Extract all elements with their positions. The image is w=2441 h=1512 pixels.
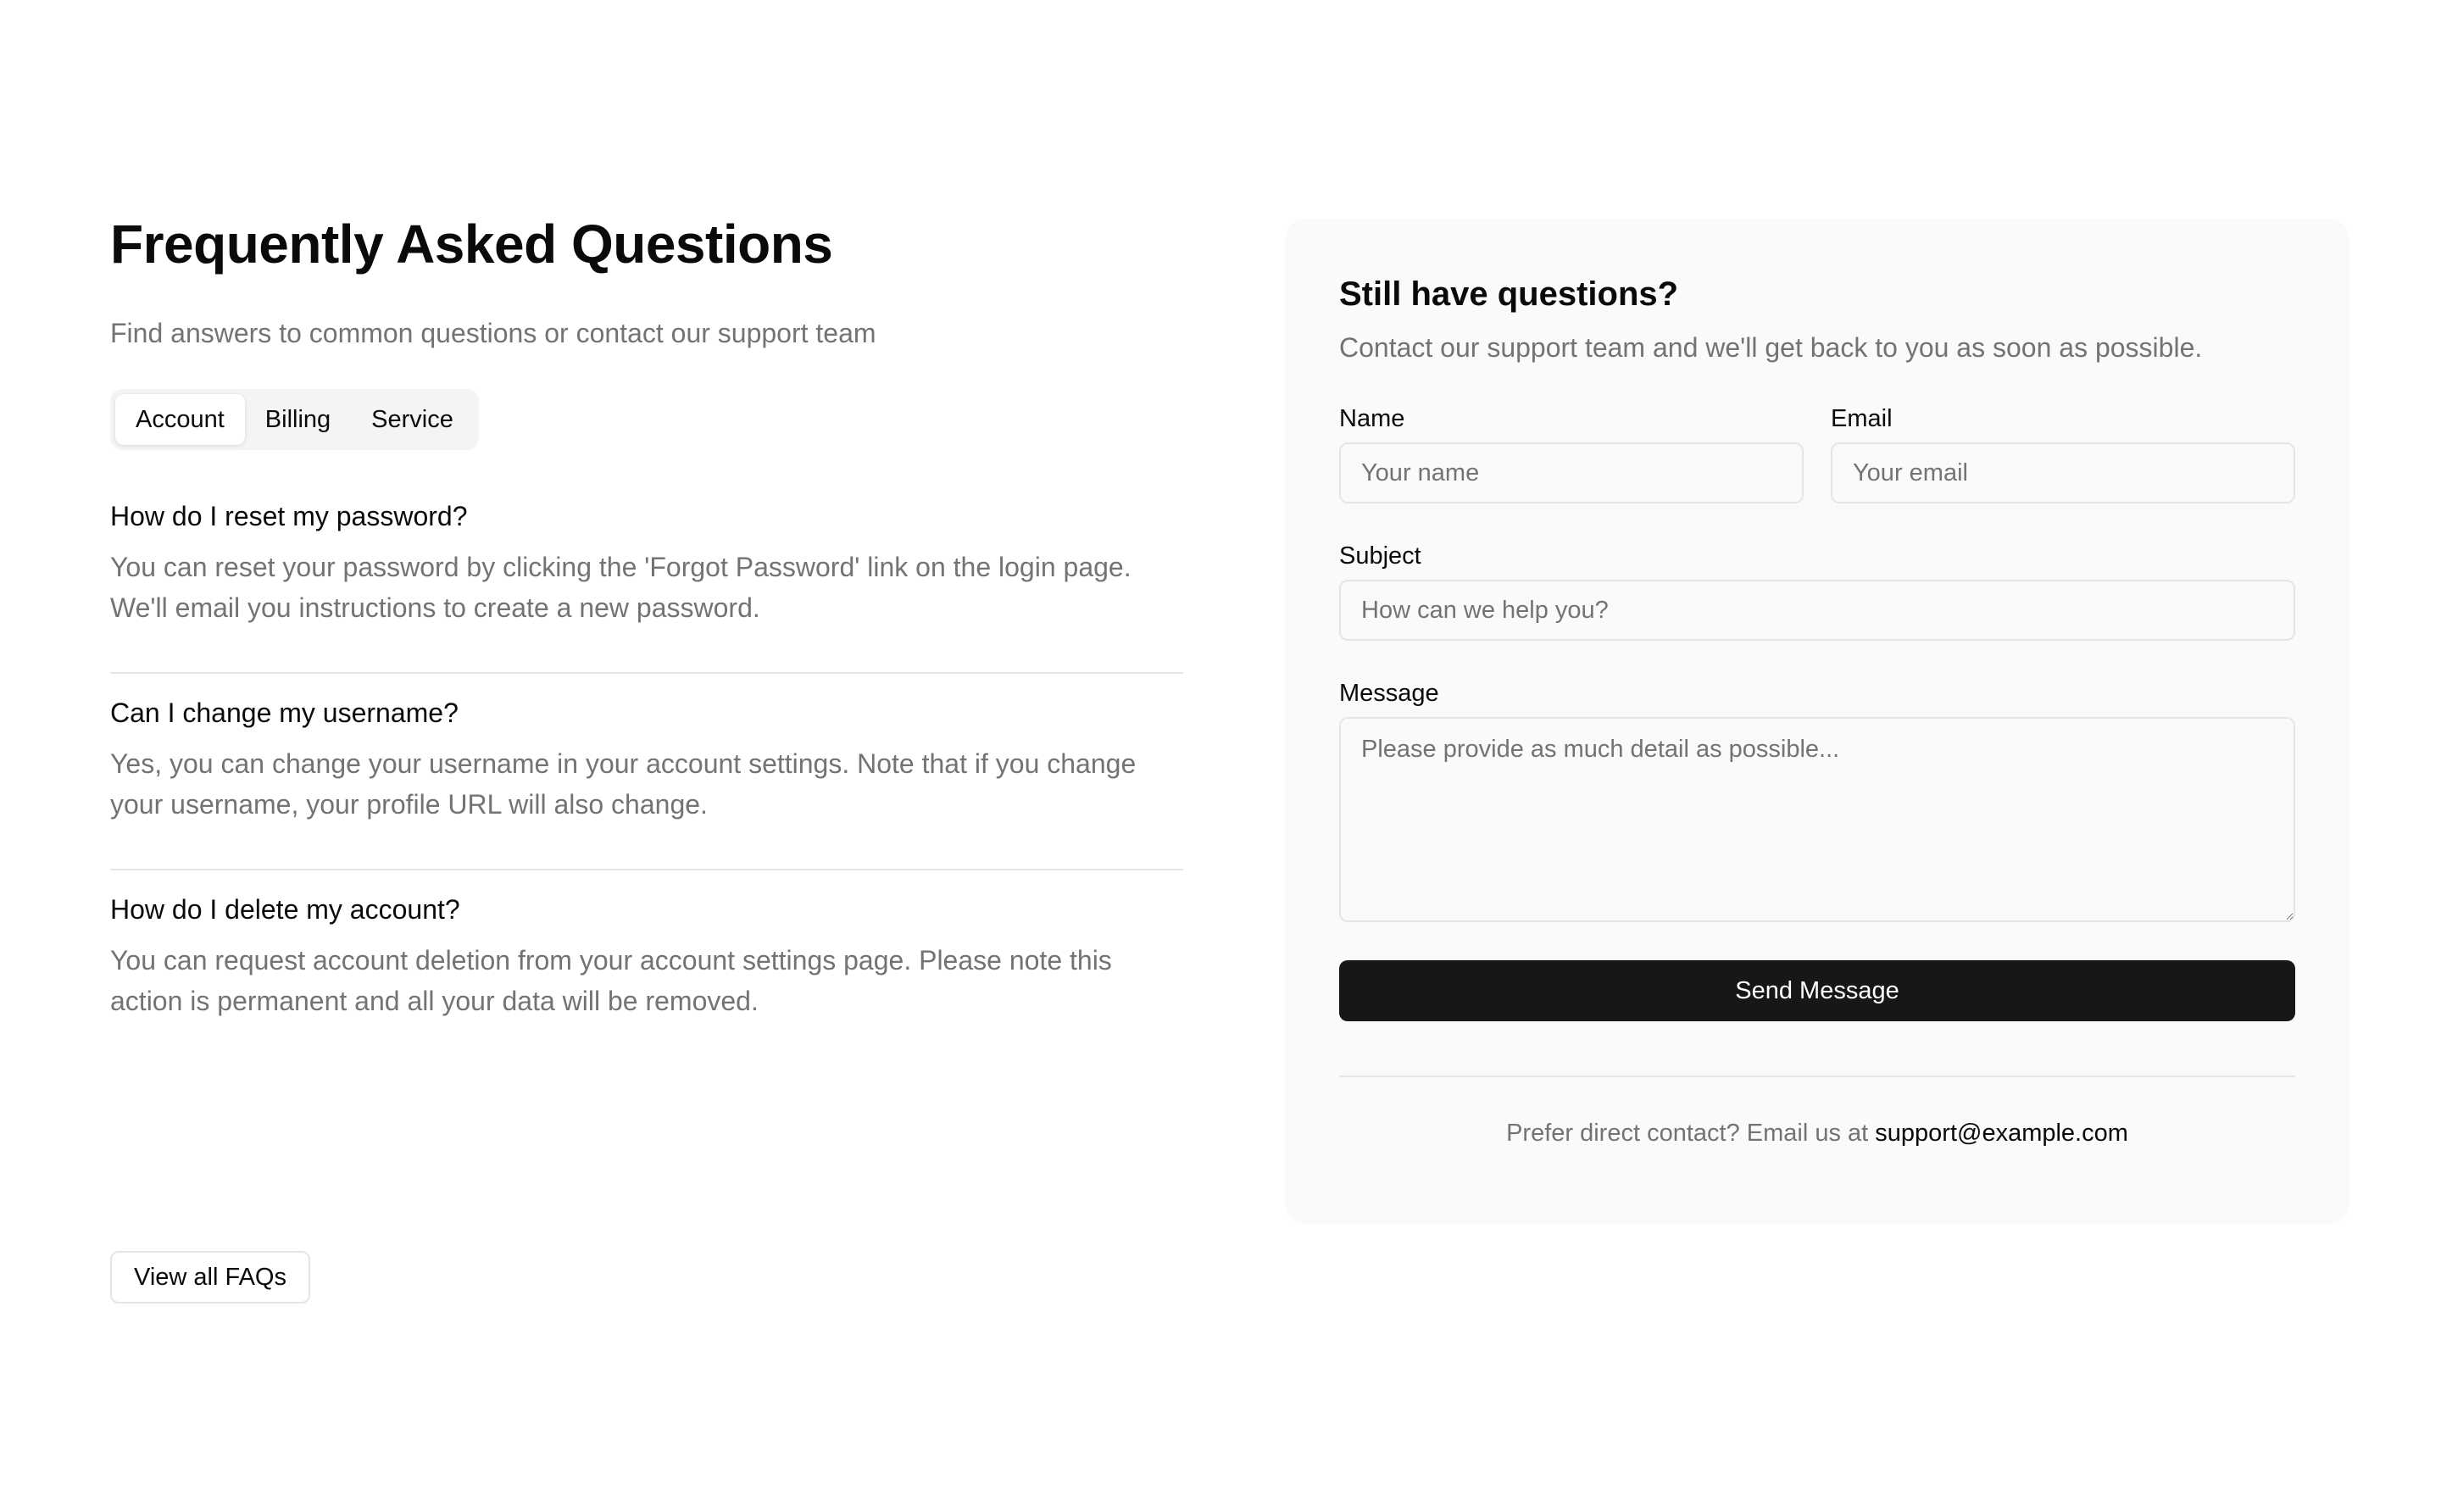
faq-item <box>110 674 1183 870</box>
faq-section <box>110 212 1183 1065</box>
tab-account[interactable]: Account <box>115 394 245 445</box>
faq-answer: You can reset your password by clicking the 'Forgot Password' link on the login page. We'll email you instructions to create a new password. <box>110 551 1132 623</box>
direct-contact-text: Prefer direct contact? Email us at <box>1506 1120 1869 1147</box>
contact-card <box>1285 219 2349 1224</box>
view-all-faqs-button[interactable]: View all FAQs <box>110 1251 310 1304</box>
tab-service[interactable]: Service <box>371 405 453 433</box>
faq-list <box>110 491 1183 1065</box>
contact-card-subtitle: Contact our support team and we'll get back to you as soon as possible. <box>1339 332 2203 363</box>
page-title: Frequently Asked Questions <box>110 214 833 275</box>
faq-answer: Yes, you can change your username in your account settings. Note that if you change your username, your profile URL will also change. <box>110 748 1137 820</box>
faq-category-tabs <box>110 389 479 450</box>
message-textarea[interactable] <box>1339 717 2295 922</box>
divider <box>1339 1076 2295 1077</box>
faq-item <box>110 870 1183 1065</box>
email-field-group <box>1831 403 2295 503</box>
direct-contact <box>1339 1120 2295 1148</box>
page-subtitle: Find answers to common questions or contact our support team <box>110 317 876 348</box>
name-email-row <box>1339 403 2295 503</box>
message-field-group <box>1339 678 2295 926</box>
subject-label: Subject <box>1339 542 1421 570</box>
faq-question: How do I delete my account? <box>110 893 460 925</box>
send-message-button[interactable]: Send Message <box>1339 960 2295 1021</box>
tab-billing[interactable]: Billing <box>264 405 331 433</box>
faq-answer: You can request account deletion from your account settings page. Please note this action is permanent and all your data will be removed. <box>110 944 1112 1016</box>
subject-input[interactable] <box>1339 580 2295 641</box>
email-label: Email <box>1831 405 1893 432</box>
message-label: Message <box>1339 680 1439 707</box>
faq-item <box>110 491 1183 674</box>
faq-question: How do I reset my password? <box>110 500 468 531</box>
email-input[interactable] <box>1831 442 2295 503</box>
name-input[interactable] <box>1339 442 1804 503</box>
faq-question: Can I change my username? <box>110 697 459 728</box>
name-label: Name <box>1339 405 1405 432</box>
contact-card-title: Still have questions? <box>1339 275 1679 313</box>
support-email-link[interactable]: support@example.com <box>1875 1120 2128 1147</box>
subject-field-group <box>1339 541 2295 641</box>
name-field-group <box>1339 403 1804 503</box>
